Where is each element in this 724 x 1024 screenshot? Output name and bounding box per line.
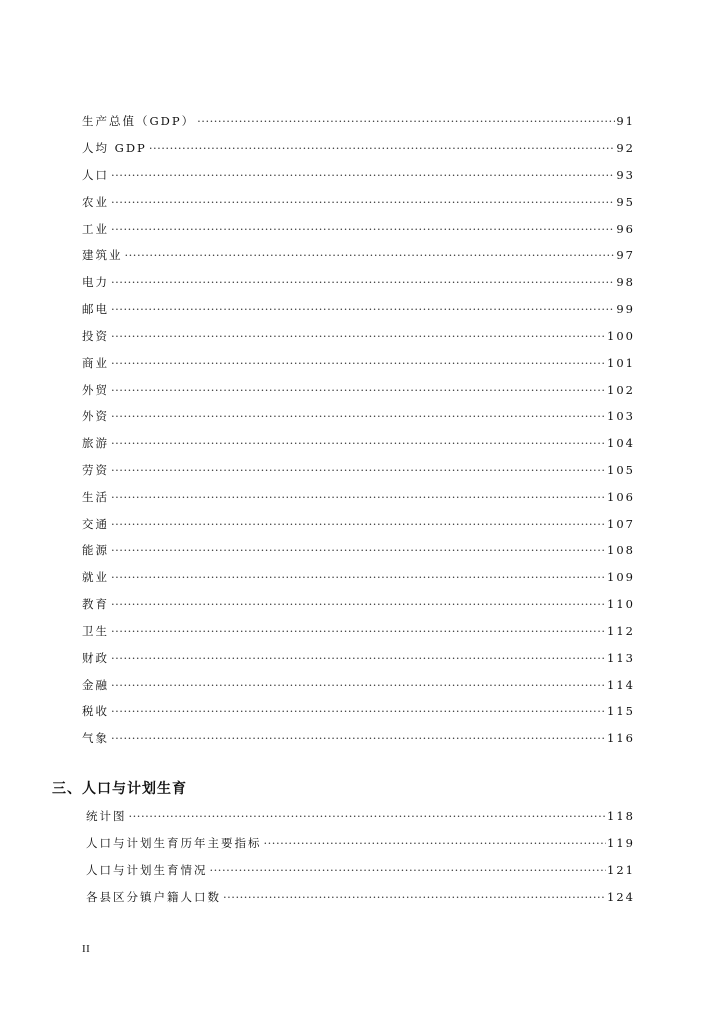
dot-leader: [111, 166, 615, 184]
dot-leader: [125, 246, 616, 264]
dot-leader: [111, 381, 606, 399]
toc-entry[interactable]: [82, 568, 635, 586]
toc-entry-page: 106: [607, 490, 635, 504]
toc-entry-page: 115: [607, 704, 635, 718]
toc-entry[interactable]: [82, 112, 635, 130]
toc-entry[interactable]: [82, 300, 635, 318]
toc-entry[interactable]: [82, 515, 635, 533]
dot-leader: [111, 327, 606, 345]
toc-entry-title: 劳资: [82, 463, 109, 477]
dot-leader: [111, 622, 606, 640]
toc-entry[interactable]: [82, 246, 635, 264]
toc-entry-page: 108: [607, 543, 635, 557]
toc-entry-title: 旅游: [82, 436, 109, 450]
dot-leader: [111, 676, 606, 694]
toc-entry-page: 113: [607, 651, 635, 665]
toc-entry-page: 101: [607, 356, 635, 370]
toc-entry-title: 工业: [82, 222, 109, 236]
toc-entry[interactable]: [82, 434, 635, 452]
toc-entry-page: 100: [607, 329, 635, 343]
dot-leader: [210, 861, 607, 879]
toc-entry-page: 104: [607, 436, 635, 450]
dot-leader: [111, 595, 606, 613]
toc-entry-page: 107: [607, 517, 635, 531]
toc-entry[interactable]: [82, 729, 635, 747]
dot-leader: [111, 461, 606, 479]
toc-entry-title: 金融: [82, 678, 109, 692]
dot-leader: [111, 273, 615, 291]
toc-entry-title: 人口: [82, 168, 109, 182]
toc-entry[interactable]: [82, 595, 635, 613]
dot-leader: [111, 434, 606, 452]
toc-entry[interactable]: [82, 220, 635, 238]
toc-entry-page: 124: [607, 890, 635, 904]
toc-entry[interactable]: [82, 676, 635, 694]
toc-entry-title: 能源: [82, 543, 109, 557]
dot-leader: [111, 702, 606, 720]
toc-entry-title: 税收: [82, 704, 109, 718]
toc-entry[interactable]: [86, 861, 635, 879]
toc-entry-page: 118: [607, 809, 635, 823]
toc-entry-page: 121: [607, 863, 635, 877]
dot-leader: [129, 807, 607, 825]
toc-entry[interactable]: [86, 834, 635, 852]
toc-entry-page: 96: [616, 222, 635, 236]
toc-entry-page: 95: [616, 195, 635, 209]
toc-entry-page: 98: [616, 275, 635, 289]
toc-entry[interactable]: [82, 488, 635, 506]
dot-leader: [111, 407, 606, 425]
toc-entry[interactable]: [82, 541, 635, 559]
toc-entry[interactable]: [82, 139, 635, 157]
toc-entry-page: 110: [607, 597, 635, 611]
toc-entry-page: 116: [607, 731, 635, 745]
toc-entry-title: 外资: [82, 409, 109, 423]
toc-entry[interactable]: [82, 327, 635, 345]
toc-entry-title: 各县区分镇户籍人口数: [86, 890, 221, 904]
toc-entry[interactable]: [82, 193, 635, 211]
toc-entry-page: 92: [616, 141, 635, 155]
dot-leader: [111, 541, 606, 559]
toc-entry[interactable]: [82, 407, 635, 425]
dot-leader: [223, 888, 606, 906]
toc-entry-page: 97: [616, 248, 635, 262]
toc-entry-title: 教育: [82, 597, 109, 611]
dot-leader: [111, 300, 615, 318]
toc-entry-title: 统计图: [86, 809, 127, 823]
dot-leader: [111, 220, 615, 238]
toc-entry-page: 93: [616, 168, 635, 182]
dot-leader: [111, 515, 606, 533]
toc-entry-title: 生活: [82, 490, 109, 504]
toc-entry-page: 112: [607, 624, 635, 638]
toc-entry-title: 商业: [82, 356, 109, 370]
toc-entry-page: 105: [607, 463, 635, 477]
page-number: II: [82, 943, 91, 955]
dot-leader: [111, 488, 606, 506]
toc-entry[interactable]: [82, 166, 635, 184]
toc-entry-title: 投资: [82, 329, 109, 343]
dot-leader: [111, 649, 606, 667]
section-heading: 三、人口与计划生育: [52, 781, 187, 797]
toc-entry-title: 卫生: [82, 624, 109, 638]
toc-entry-title: 气象: [82, 731, 109, 745]
toc-entry-title: 建筑业: [82, 248, 123, 262]
toc-entry[interactable]: [82, 702, 635, 720]
toc-entry-page: 103: [607, 409, 635, 423]
dot-leader: [111, 729, 606, 747]
toc-entry[interactable]: [86, 888, 635, 906]
dot-leader: [111, 568, 606, 586]
toc-entry-title: 人口与计划生育历年主要指标: [86, 836, 262, 850]
toc-entry-title: 交通: [82, 517, 109, 531]
toc-entry[interactable]: [82, 649, 635, 667]
toc-entry-title: 邮电: [82, 302, 109, 316]
dot-leader: [197, 112, 615, 130]
toc-entry-title: 就业: [82, 570, 109, 584]
toc-entry-page: 99: [616, 302, 635, 316]
toc-entry[interactable]: [82, 273, 635, 291]
dot-leader: [111, 354, 606, 372]
toc-entry-title: 电力: [82, 275, 109, 289]
dot-leader: [111, 193, 615, 211]
toc-entry-title: 人均 GDP: [82, 141, 147, 155]
toc-entry[interactable]: [82, 622, 635, 640]
toc-entry-page: 91: [616, 114, 635, 128]
toc-entry[interactable]: [86, 807, 635, 825]
toc-entry-page: 119: [607, 836, 635, 850]
toc-entry-title: 外贸: [82, 383, 109, 397]
toc-entry[interactable]: [82, 461, 635, 479]
toc-entry[interactable]: [82, 354, 635, 372]
toc-entry-title: 财政: [82, 651, 109, 665]
toc-entry-title: 生产总值（GDP）: [82, 114, 196, 128]
toc-entry-title: 农业: [82, 195, 109, 209]
dot-leader: [149, 139, 616, 157]
toc-entry-page: 109: [607, 570, 635, 584]
toc-entry-page: 102: [607, 383, 635, 397]
dot-leader: [264, 834, 607, 852]
toc-entry[interactable]: [82, 381, 635, 399]
toc-entry-title: 人口与计划生育情况: [86, 863, 208, 877]
toc-entry-page: 114: [607, 678, 635, 692]
